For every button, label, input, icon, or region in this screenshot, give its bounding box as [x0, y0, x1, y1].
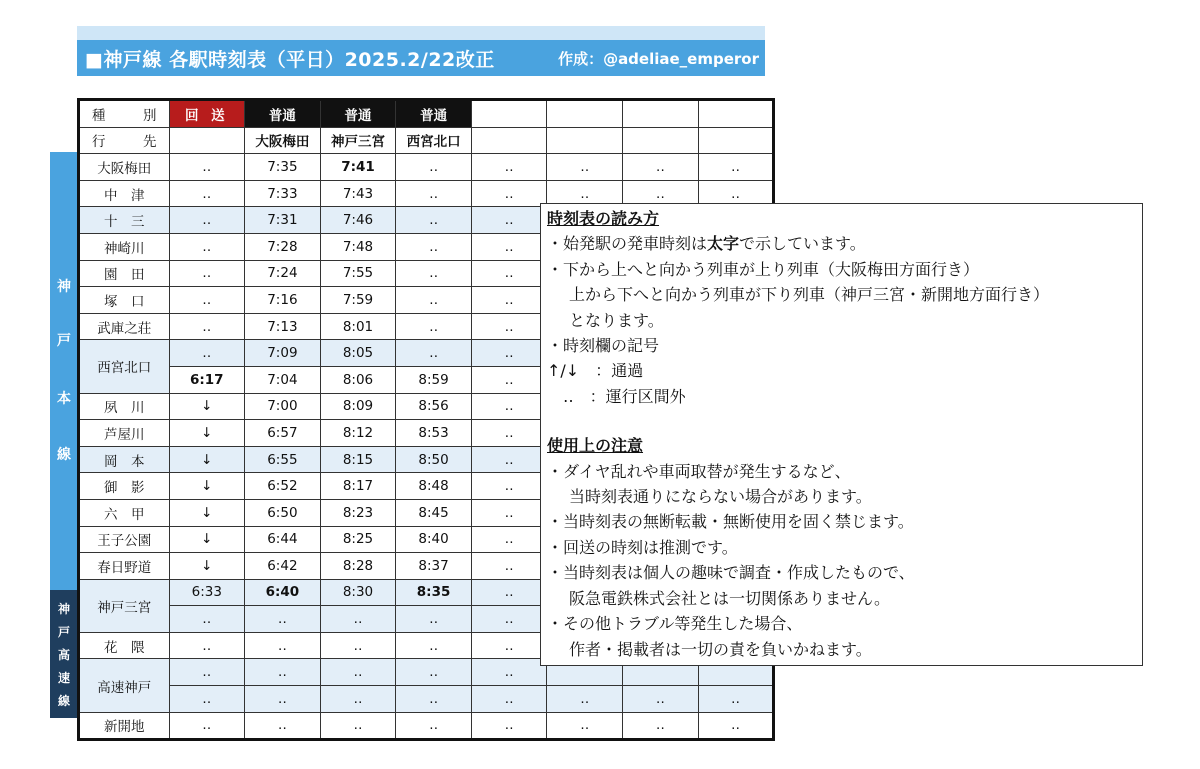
time-cell: ↓: [169, 499, 245, 526]
time-cell: ‥: [169, 659, 245, 686]
destination-cell: [471, 127, 547, 154]
time-cell: ‥: [547, 154, 623, 181]
time-cell: ‥: [547, 180, 623, 207]
note-line: 阪急電鉄株式会社とは一切関係ありません。: [569, 588, 890, 608]
station-name: 武庫之荘: [79, 313, 170, 340]
time-cell: ‥: [396, 233, 472, 260]
side-char: 速: [57, 671, 70, 685]
time-cell: 8:35: [396, 579, 472, 606]
time-cell: 6:57: [245, 420, 321, 447]
station-name: 御 影: [79, 473, 170, 500]
station-name: 六 甲: [79, 499, 170, 526]
destination-cell: 西宮北口: [396, 127, 472, 154]
time-cell: 8:45: [396, 499, 472, 526]
destination-cell: 神戸三宮: [320, 127, 396, 154]
time-cell: ↓: [169, 553, 245, 580]
time-cell: ‥: [698, 180, 774, 207]
time-cell: ‥: [471, 154, 547, 181]
note-line: 作者・掲載者は一切の責を負いかねます。: [569, 639, 872, 659]
time-cell: 8:53: [396, 420, 472, 447]
time-cell: ‥: [320, 606, 396, 633]
time-cell: ↓: [169, 393, 245, 420]
time-cell: ‥: [396, 313, 472, 340]
time-cell: 8:50: [396, 446, 472, 473]
time-cell: 7:04: [245, 366, 321, 393]
train-type-cell: [698, 100, 774, 128]
time-cell: ↓: [169, 420, 245, 447]
station-name: 春日野道: [79, 553, 170, 580]
station-name: 高速神戸: [79, 659, 170, 712]
time-cell: ‥: [471, 180, 547, 207]
station-name: 西宮北口: [79, 340, 170, 393]
time-cell: 7:31: [245, 207, 321, 234]
time-cell: 8:09: [320, 393, 396, 420]
time-cell: ‥: [245, 632, 321, 659]
time-cell: ‥: [698, 154, 774, 181]
train-type-cell: [471, 100, 547, 128]
time-cell: 6:44: [245, 526, 321, 553]
station-name: 十 三: [79, 207, 170, 234]
time-cell: ‥: [396, 207, 472, 234]
train-type-cell: 回 送: [169, 100, 245, 128]
time-cell: ‥: [471, 420, 547, 447]
train-type-cell: 普通: [320, 100, 396, 128]
note-line: ↑/↓ ：通過: [547, 361, 644, 381]
time-cell: ‥: [169, 233, 245, 260]
note-line: ‥ ：運行区間外: [563, 386, 686, 406]
station-name: 大阪梅田: [79, 154, 170, 181]
time-cell: ‥: [547, 712, 623, 740]
time-cell: ‥: [396, 260, 472, 287]
time-cell: ‥: [471, 473, 547, 500]
time-cell: ‥: [396, 180, 472, 207]
header-row-type: [79, 100, 774, 128]
destination-cell: [698, 127, 774, 154]
time-cell: ‥: [623, 154, 699, 181]
station-name: 芦屋川: [79, 420, 170, 447]
destination-cell: [547, 127, 623, 154]
side-char: 神: [57, 279, 71, 295]
station-name: 新開地: [79, 712, 170, 740]
time-cell: 7:24: [245, 260, 321, 287]
train-type-cell: 普通: [396, 100, 472, 128]
time-cell: ‥: [169, 260, 245, 287]
time-cell: ‥: [471, 579, 547, 606]
time-cell: 8:25: [320, 526, 396, 553]
notes-panel: [540, 203, 1143, 666]
notes-heading-reading: 時刻表の読み方: [547, 209, 660, 228]
time-cell: 8:40: [396, 526, 472, 553]
time-cell: ‥: [471, 499, 547, 526]
time-cell: ‥: [623, 180, 699, 207]
kobe-kosoku-line-label: [50, 590, 78, 718]
note-line: ・時刻欄の記号: [547, 336, 660, 356]
train-type-cell: [623, 100, 699, 128]
time-cell: 8:59: [396, 366, 472, 393]
time-cell: ‥: [169, 313, 245, 340]
time-cell: 7:13: [245, 313, 321, 340]
side-char: 本: [57, 391, 71, 407]
time-cell: ‥: [396, 686, 472, 713]
time-cell: ‥: [169, 180, 245, 207]
time-cell: 6:40: [245, 579, 321, 606]
header-row-dest: [79, 127, 774, 154]
table-row: [79, 154, 774, 181]
time-cell: ‥: [169, 207, 245, 234]
time-cell: 7:35: [245, 154, 321, 181]
time-cell: ‥: [471, 340, 547, 367]
time-cell: ‥: [169, 340, 245, 367]
time-cell: ‥: [169, 712, 245, 740]
time-cell: ‥: [471, 366, 547, 393]
time-cell: ↓: [169, 526, 245, 553]
time-cell: ‥: [471, 287, 547, 314]
time-cell: ‥: [169, 632, 245, 659]
destination-cell: 大阪梅田: [245, 127, 321, 154]
time-cell: 6:52: [245, 473, 321, 500]
time-cell: ‥: [396, 287, 472, 314]
time-cell: 7:55: [320, 260, 396, 287]
destination-cell: [623, 127, 699, 154]
time-cell: ‥: [547, 686, 623, 713]
note-line: ・当時刻表の無断転載・無断使用を固く禁じます。: [547, 512, 914, 532]
note-line: ・ダイヤ乱れや車両取替が発生するなど、: [547, 461, 851, 481]
note-line: となります。: [569, 310, 664, 330]
time-cell: 7:09: [245, 340, 321, 367]
time-cell: 8:17: [320, 473, 396, 500]
station-name: 中 津: [79, 180, 170, 207]
kobe-main-line-label: [50, 152, 78, 590]
time-cell: ‥: [623, 686, 699, 713]
time-cell: ‥: [471, 393, 547, 420]
time-cell: 8:56: [396, 393, 472, 420]
time-cell: 7:43: [320, 180, 396, 207]
side-char: 線: [57, 694, 70, 708]
station-name: 花 隈: [79, 632, 170, 659]
time-cell: ‥: [396, 712, 472, 740]
station-name: 塚 口: [79, 287, 170, 314]
time-cell: ‥: [471, 606, 547, 633]
note-line: 当時刻表通りにならない場合があります。: [569, 487, 872, 507]
author-credit: 作成：@adeliae_emperor: [558, 50, 759, 68]
time-cell: 6:17: [169, 366, 245, 393]
time-cell: 8:05: [320, 340, 396, 367]
side-char: 線: [57, 447, 71, 463]
time-cell: ‥: [245, 659, 321, 686]
type-label: 種 別: [79, 100, 170, 128]
time-cell: ‥: [471, 632, 547, 659]
station-name: 王子公園: [79, 526, 170, 553]
time-cell: ‥: [623, 712, 699, 740]
time-cell: ‥: [471, 313, 547, 340]
note-line: ・回送の時刻は推測です。: [547, 537, 738, 557]
time-cell: 7:28: [245, 233, 321, 260]
station-name: 園 田: [79, 260, 170, 287]
side-char: 戸: [57, 333, 71, 349]
table-row: [79, 686, 774, 713]
time-cell: ‥: [169, 287, 245, 314]
time-cell: 7:48: [320, 233, 396, 260]
time-cell: ‥: [471, 712, 547, 740]
time-cell: ‥: [320, 659, 396, 686]
time-cell: ‥: [396, 154, 472, 181]
time-cell: ‥: [396, 340, 472, 367]
time-cell: ‥: [169, 606, 245, 633]
time-cell: ‥: [471, 260, 547, 287]
time-cell: ‥: [245, 686, 321, 713]
time-cell: ‥: [245, 712, 321, 740]
note-line: ・始発駅の発車時刻は太字で示しています。: [547, 234, 866, 254]
note-line: ・その他トラブル等発生した場合、: [547, 614, 803, 634]
time-cell: ‥: [396, 659, 472, 686]
time-cell: ‥: [396, 632, 472, 659]
time-cell: ‥: [471, 553, 547, 580]
note-line: ・当時刻表は個人の趣味で調査・作成したもので、: [547, 563, 915, 583]
time-cell: ‥: [698, 686, 774, 713]
time-cell: ‥: [471, 686, 547, 713]
time-cell: ‥: [698, 712, 774, 740]
time-cell: ‥: [320, 632, 396, 659]
note-line: 上から下へと向かう列車が下り列車（神戸三宮・新開地方面行き）: [569, 285, 1050, 305]
time-cell: 6:33: [169, 579, 245, 606]
time-cell: 8:37: [396, 553, 472, 580]
time-cell: ‥: [471, 233, 547, 260]
time-cell: ‥: [471, 446, 547, 473]
time-cell: 8:48: [396, 473, 472, 500]
time-cell: 6:42: [245, 553, 321, 580]
destination-cell: [169, 127, 245, 154]
side-char: 戸: [57, 625, 70, 639]
time-cell: ‥: [169, 154, 245, 181]
time-cell: 7:33: [245, 180, 321, 207]
time-cell: ‥: [471, 526, 547, 553]
time-cell: ‥: [245, 606, 321, 633]
station-name: 神崎川: [79, 233, 170, 260]
time-cell: 8:30: [320, 579, 396, 606]
note-line: ・下から上へと向かう列車が上り列車（大阪梅田方面行き）: [547, 259, 980, 279]
station-name: 夙 川: [79, 393, 170, 420]
train-type-cell: [547, 100, 623, 128]
time-cell: 6:50: [245, 499, 321, 526]
time-cell: ‥: [320, 686, 396, 713]
time-cell: 8:12: [320, 420, 396, 447]
side-char: 神: [57, 602, 70, 616]
title-banner: [77, 40, 765, 76]
time-cell: ↓: [169, 446, 245, 473]
time-cell: ‥: [320, 712, 396, 740]
time-cell: ‥: [471, 659, 547, 686]
time-cell: 7:16: [245, 287, 321, 314]
time-cell: 8:23: [320, 499, 396, 526]
dest-label: 行 先: [79, 127, 170, 154]
bold-example: 太字: [707, 234, 740, 254]
time-cell: ‥: [471, 207, 547, 234]
page-title: ■神戸線 各駅時刻表（平日）2025.2/22改正: [85, 49, 495, 71]
table-row: [79, 712, 774, 740]
time-cell: 8:01: [320, 313, 396, 340]
time-cell: 8:15: [320, 446, 396, 473]
time-cell: ‥: [396, 606, 472, 633]
side-char: 高: [57, 648, 70, 662]
time-cell: ‥: [169, 686, 245, 713]
station-name: 岡 本: [79, 446, 170, 473]
time-cell: 7:41: [320, 154, 396, 181]
time-cell: ↓: [169, 473, 245, 500]
time-cell: 7:59: [320, 287, 396, 314]
time-cell: 8:28: [320, 553, 396, 580]
station-name: 神戸三宮: [79, 579, 170, 632]
time-cell: 7:46: [320, 207, 396, 234]
title-top-strip: [77, 26, 765, 40]
time-cell: 7:00: [245, 393, 321, 420]
notes-heading-caution: 使用上の注意: [547, 436, 644, 456]
time-cell: 8:06: [320, 366, 396, 393]
train-type-cell: 普通: [245, 100, 321, 128]
time-cell: 6:55: [245, 446, 321, 473]
